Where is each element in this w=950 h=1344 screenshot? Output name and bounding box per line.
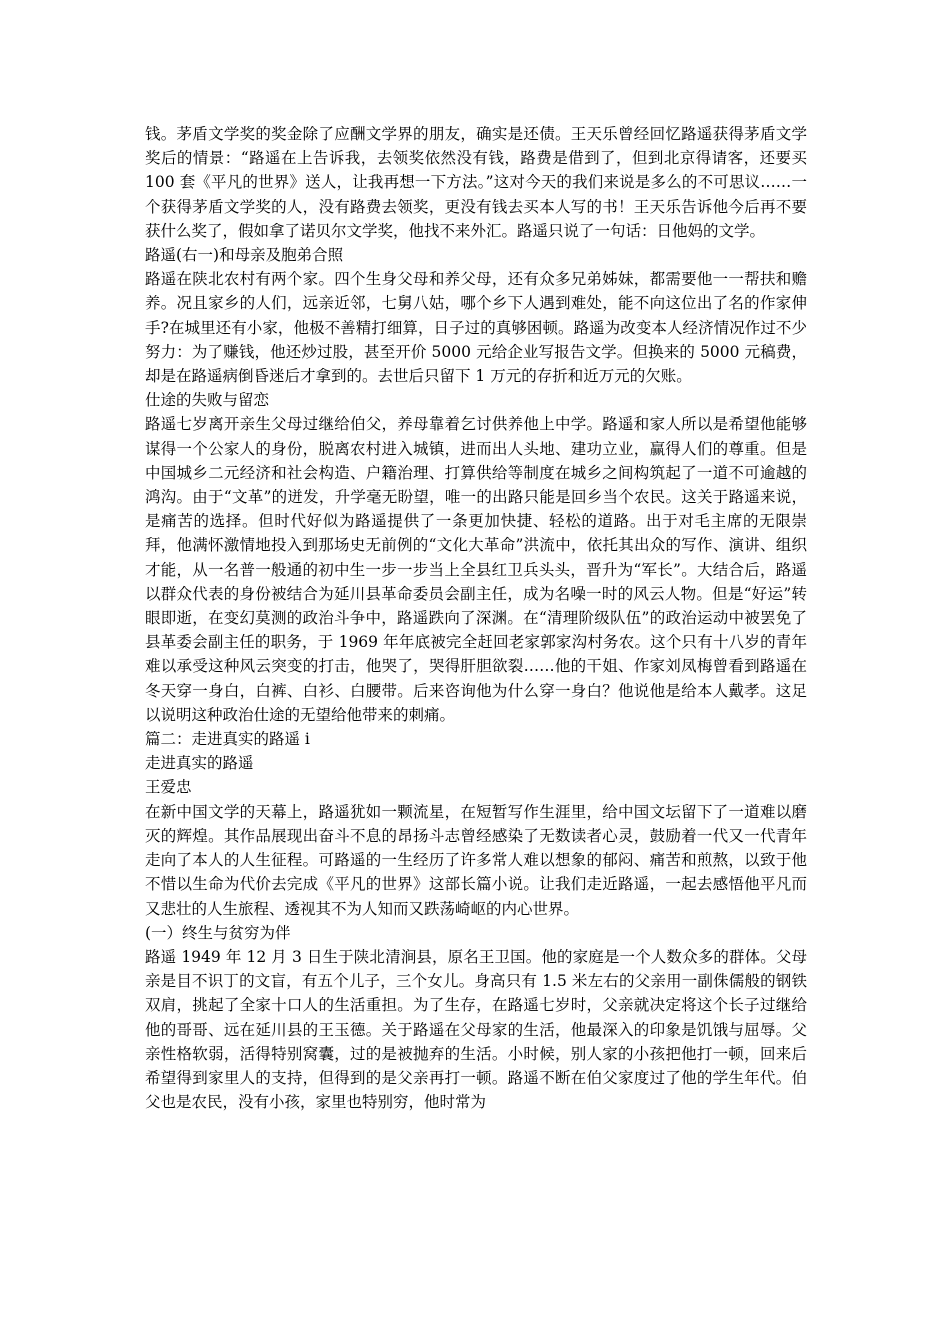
section-heading-poverty: (一）终生与贫穷为伴	[145, 923, 291, 942]
paragraph-two-families: 路遥在陕北农村有两个家。四个生身父母和养父母，还有众多兄弟姊妹，都需要他一一帮扶和赡养。况且家乡的人们，远亲近邻，七舅八姑，哪个乡下人遇到难处，能不向这位出了名的作家伸手?在城里还有小家，他极不善精打细算，日子过的真够困顿。路遥为改变本人经济情况作过不少努力：为了赚钱，他还炒过股，甚至开价 5000 元给企业写报告文学。但换来的 5000 元稿费，却是在路遥病倒昏迷后才拿到的。去世后只留下 1 万元的存折和近万元的欠账。	[145, 270, 807, 386]
article-two-title: 篇二：走进真实的路遥 i	[145, 730, 310, 749]
photo-caption: 路遥(右一)和母亲及胞弟合照	[145, 246, 344, 265]
document-page	[145, 122, 807, 1114]
paragraph-career-failure: 路遥七岁离开亲生父母过继给伯父，养母靠着乞讨供养他上中学。路遥和家人所以是希望他能够谋得一个公家人的身份，脱离农村进入城镇，进而出人头地、建功立业，赢得人们的尊重。但是中国城乡二元经济和社会构造、户籍治理、打算供给等制度在城乡之间构筑起了一道不可逾越的鸿沟。由于“文革”的迸发，升学毫无盼望，唯一的出路只能是回乡当个农民。这关于路遥来说，是痛苦的选择。但时代好似为路遥提供了一条更加快捷、轻松的道路。出于对毛主席的无限崇拜，他满怀激情地投入到那场史无前例的“文化大革命”洪流中，依托其出众的写作、演讲、组织才能，从一名普一般通的初中生一步一步当上全县红卫兵头头，晋升为“军长”。大结合后，路遥以群众代表的身份被结合为延川县革命委员会副主任，成为名噪一时的风云人物。但是“好运”转眼即逝，在变幻莫测的政治斗争中，路遥跌向了深渊。在“清理阶级队伍”的政治运动中被罢免了县革委会副主任的职务，于 1969 年年底被完全赶回老家郭家沟村务农。这个只有十八岁的青年难以承受这种风云突变的打击，他哭了，哭得肝胆欲裂……他的干姐、作家刘凤梅曾看到路遥在冬天穿一身白，白裤、白衫、白腰带。后来咨询他为什么穿一身白？他说他是给本人戴孝。这足以说明这种政治仕途的无望给他带来的刺痛。	[145, 415, 807, 724]
section-heading-career: 仕途的失败与留恋	[145, 391, 270, 410]
article-subtitle: 走进真实的路遥	[145, 754, 254, 773]
article-author: 王爱忠	[145, 778, 192, 797]
paragraph-introduction: 在新中国文学的天幕上，路遥犹如一颗流星，在短暂写作生涯里，给中国文坛留下了一道难以磨灭的辉煌。其作品展现出奋斗不息的昂扬斗志曾经感染了无数读者心灵，鼓励着一代又一代青年走向了本人的人生征程。可路遥的一生经历了许多常人难以想象的郁闷、痛苦和煎熬，以致于他不惜以生命为代价去完成《平凡的世界》这部长篇小说。让我们走近路遥，一起去感悟他平凡而又悲壮的人生旅程、透视其不为人知而又跌荡崎岖的内心世界。	[145, 802, 807, 918]
paragraph-prize-money: 钱。茅盾文学奖的奖金除了应酬文学界的朋友，确实是还债。王天乐曾经回忆路遥获得茅盾文学奖后的情景：“路遥在上告诉我，去领奖依然没有钱，路费是借到了，但到北京得请客，还要买 100 套《平凡的世界》送人，让我再想一下方法。”这对今天的我们来说是多么的不可思议……一个获得茅盾文学奖的人，没有路费去领奖，更没有钱去买本人写的书！王天乐告诉他今后再不要获什么奖了，假如拿了诺贝尔文学奖，他找不来外汇。路遥只说了一句话：日他妈的文学。	[145, 125, 807, 240]
paragraph-childhood: 路遥 1949 年 12 月 3 日生于陕北清涧县，原名王卫国。他的家庭是一个人数众多的群体。父母亲是目不识丁的文盲，有五个儿子，三个女儿。身高只有 1.5 米左右的父亲用一副侏儒般的钢铁双肩，挑起了全家十口人的生活重担。为了生存，在路遥七岁时，父亲就决定将这个长子过继给他的哥哥、远在延川县的王玉德。关于路遥在父母家的生活，他最深入的印象是饥饿与屈辱。父亲性格软弱，活得特别窝囊，过的是被抛弃的生活。小时候，别人家的小孩把他打一顿，回来后希望得到家里人的支持，但得到的是父亲再打一顿。路遥不断在伯父家度过了他的学生年代。伯父也是农民，没有小孩，家里也特别穷，他时常为	[145, 947, 807, 1112]
